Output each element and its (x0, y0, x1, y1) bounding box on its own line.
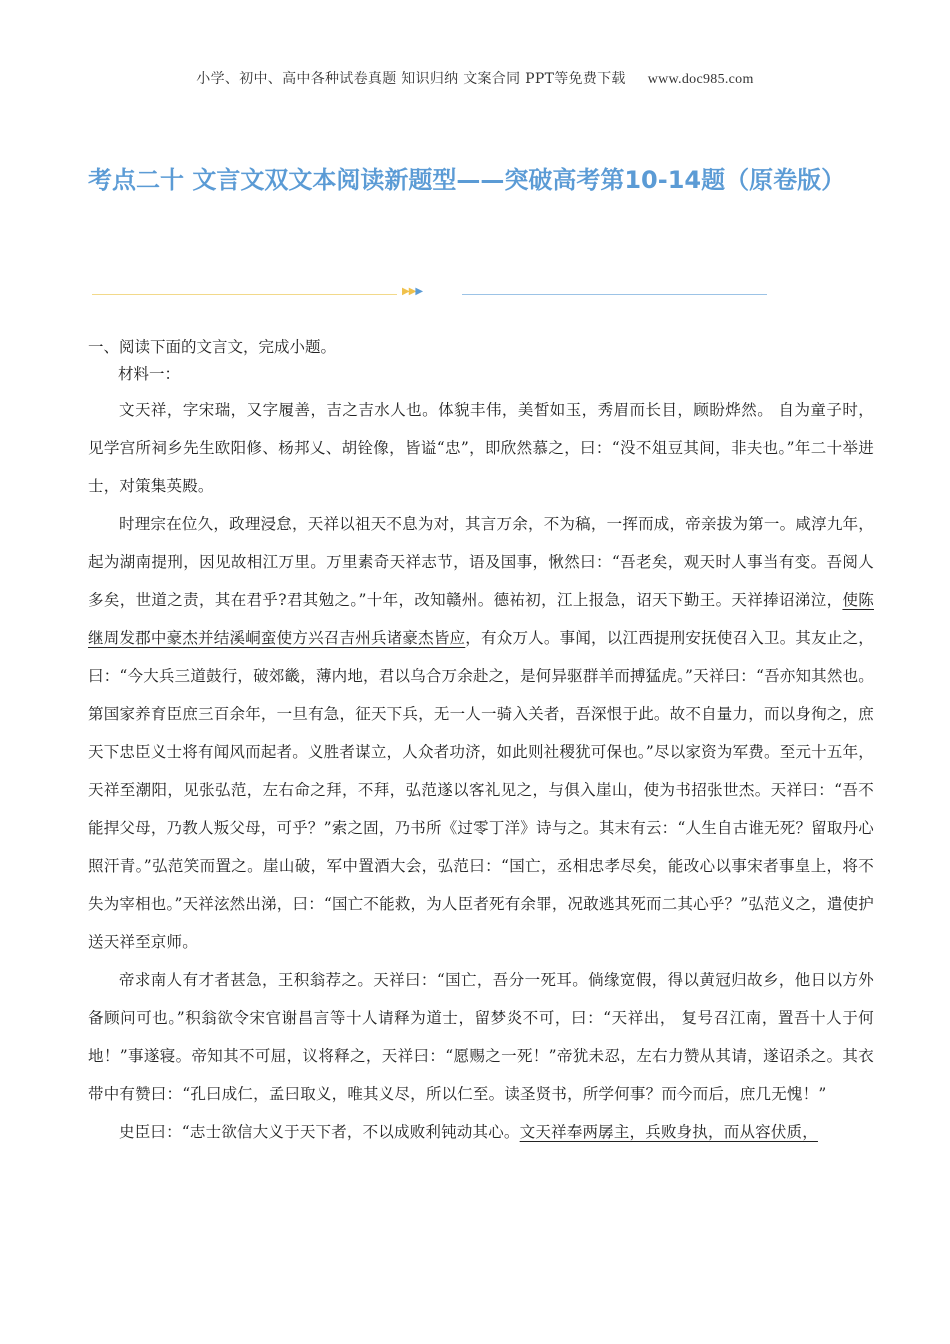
passage-paragraph-4 (88, 1113, 874, 1151)
paragraph-2-text-b: ，有众万人。事闻，以江西提刑安抚使召入卫。其友止之，曰：“今大兵三道鼓行，破郊畿，薄内地，君以乌合万余赴之，是何异驱群羊而搏猛虎。”天祥曰：“吾亦知其然也。第国家养育臣庶三百余年，一旦有急，征天下兵，无一人一骑入关者，吾深恨于此。故不自量力，而以身徇之，庶天下忠臣义士将有闻风而起者。义胜者谋立，人众者功济，如此则社稷犹可保也。”尽以家资为军费。至元十五年，天祥至潮阳，见张弘范，左右命之拜，不拜，弘范遂以客礼见之，与俱入崖山，使为书招张世杰。天祥曰：“吾不能捍父母，乃教人叛父母，可乎？”索之固，乃书所《过零丁洋》诗与之。其末有云：“人生自古谁无死？留取丹心照汗青。”弘范笑而置之。崖山破，军中置酒大会，弘范曰：“国亡，丞相忠孝尽矣，能改心以事宋者事皇上，将不失为宰相也。”天祥泫然出涕，曰：“国亡不能救，为人臣者死有余罪，况敢逃其死而二其心乎？”弘范义之，遣使护送天祥至京师。 (88, 629, 875, 951)
title-divider (92, 286, 767, 300)
page-title: 考点二十 文言文双文本阅读新题型——突破高考第10-14题（原卷版） (88, 166, 846, 194)
passage-paragraph-1: 文天祥，字宋瑞，又字履善，吉之吉水人也。体貌丰伟，美皙如玉，秀眉而长目，顾盼烨然。 自为童子时，见学宫所祠乡先生欧阳修、杨邦乂、胡铨像，皆谥“忠”，即欣然慕之，曰：“没不俎豆其间，非夫也。”年二十举进士，对策集英殿。 (88, 401, 874, 495)
question-heading: 一、阅读下面的文言文，完成小题。 (88, 338, 337, 356)
paragraph-2-text-a: 时理宗在位久，政理浸怠，天祥以祖天不息为对，其言万余，不为稿，一挥而成，帝亲拔为第一。咸淳九年，起为湖南提刑，因见故相江万里。万里素奇天祥志节，语及国事，愀然曰：“吾老矣，观天时人事当有变。吾阅人多矣，世道之责，其在君乎?君其勉之。”十年，改知赣州。德祐初，江上报急，诏天下勤王。天祥捧诏涕泣， (88, 515, 874, 609)
paragraph-4-text-a: 史臣曰：“志士欲信大义于天下者，不以成败利钝动其心。 (119, 1123, 520, 1141)
underlined-sentence-2: 文天祥奉两孱主，兵败身执，而从容伏质， (519, 1123, 818, 1141)
header-text: 小学、初中、高中各种试卷真题 知识归纳 文案合同 PPT等免费下载 (196, 71, 626, 87)
passage-paragraph-3: 帝求南人有才者甚急，王积翁荐之。天祥曰：“国亡，吾分一死耳。倘缘宽假，得以黄冠归故乡，他日以方外备顾问可也。”积翁欲令宋官谢昌言等十人请释为道士，留梦炎不可，曰：“天祥出， 复号召江南，置吾十人于何地！”事遂寝。帝知其不可屈，议将释之，天祥曰：“愿赐之一死！”帝犹未忍，左右力赞从其请，遂诏杀之。其衣带中有赞曰：“孔曰成仁，孟曰取义，唯其义尽，所以仁至。读圣贤书，所学何事？而今而后，庶几无愧！” (88, 971, 874, 1103)
divider-left-line (92, 294, 397, 295)
material-label: 材料一： (118, 365, 181, 383)
header-url-link[interactable]: www.doc985.com (647, 72, 754, 87)
underlined-sentence: 使陈继周发郡中豪杰并结溪峒蛮使方兴召吉州兵诸豪杰皆应 (88, 591, 874, 647)
passage-paragraph-2 (88, 505, 874, 961)
divider-arrows-icon: ▶▶▶ (402, 286, 423, 297)
page-header (0, 68, 950, 88)
passage-body (88, 391, 874, 1151)
divider-right-line (462, 294, 767, 295)
